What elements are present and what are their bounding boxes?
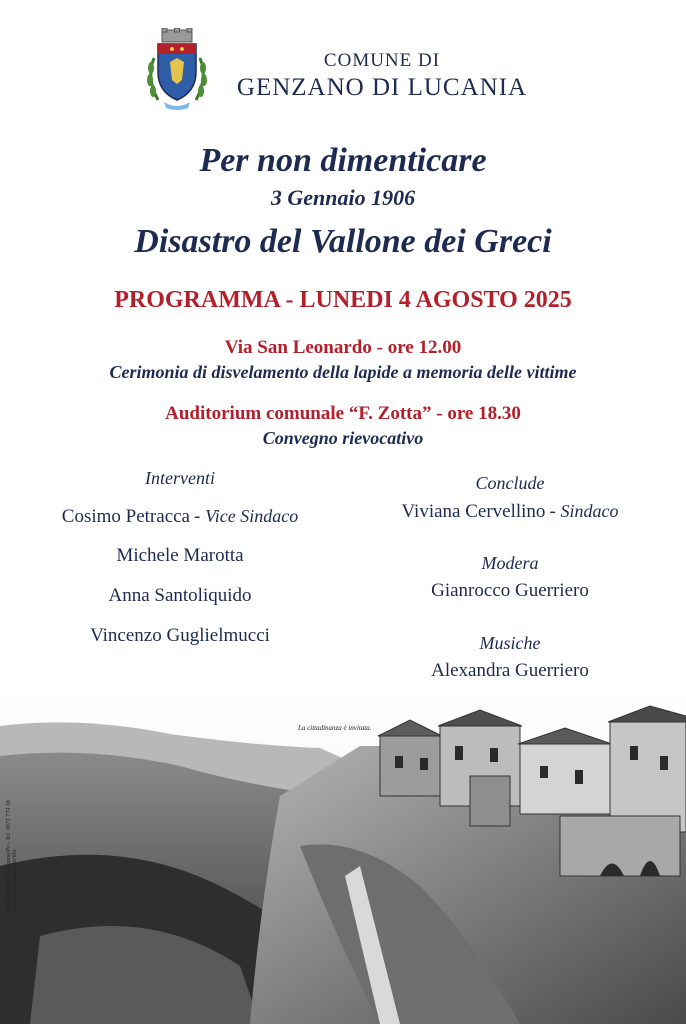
roles-column — [350, 470, 670, 710]
speaker-item: Anna Santoliquido — [108, 585, 252, 606]
speaker-role: Vice Sindaco — [205, 506, 299, 526]
event-date: 3 Gennaio 1906 — [270, 185, 416, 210]
event-description: Convegno rievocativo — [262, 428, 424, 448]
municipal-coat-of-arms-icon — [144, 28, 210, 110]
credit-line: Foto di Francesco Perillo — [12, 849, 18, 912]
speaker-item — [20, 504, 340, 544]
modera-label: Modera — [481, 553, 539, 573]
invitation-note: La cittadinanza è invitata. — [298, 724, 372, 732]
speaker-item: Michele Marotta — [116, 545, 244, 566]
print-credit — [6, 772, 18, 912]
program-heading: PROGRAMMA - LUNEDI 4 AGOSTO 2025 — [114, 287, 572, 313]
main-title: Per non dimenticare — [199, 142, 487, 179]
speaker-name: Cosimo Petracca — [61, 506, 190, 527]
event-location: Auditorium comunale “F. Zotta” - ore 18.30 — [165, 403, 521, 424]
modera-name: Gianrocco Guerriero — [431, 580, 589, 601]
conclude-role: Sindaco — [560, 501, 619, 521]
header — [0, 0, 686, 110]
speaker-item: Vincenzo Guglielmucci — [90, 625, 270, 646]
org-name-line2: GENZANO DI LUCANIA — [236, 74, 528, 101]
separator: - — [194, 506, 206, 527]
interventi-label: Interventi — [145, 468, 215, 488]
org-name-line1: COMUNE DI — [323, 50, 441, 71]
conclude-name: Viviana Cervellino — [401, 501, 546, 522]
credit-line: Tip. Mazzarelli Genzano/Pz - Tel. 0971 774 18 — [6, 800, 12, 912]
event-subtitle: Disastro del Vallone dei Greci — [134, 223, 552, 260]
historic-village-photo — [0, 686, 686, 1024]
separator: - — [549, 501, 561, 522]
conclude-label: Conclude — [475, 473, 545, 493]
interventi-column — [20, 466, 340, 664]
event-description: Cerimonia di disvelamento della lapide a memoria delle vittime — [109, 362, 577, 382]
conclude-item — [350, 498, 670, 550]
event-location: Via San Leonardo - ore 12.00 — [224, 337, 462, 358]
musiche-name: Alexandra Guerriero — [431, 660, 589, 681]
musiche-label: Musiche — [479, 633, 541, 653]
